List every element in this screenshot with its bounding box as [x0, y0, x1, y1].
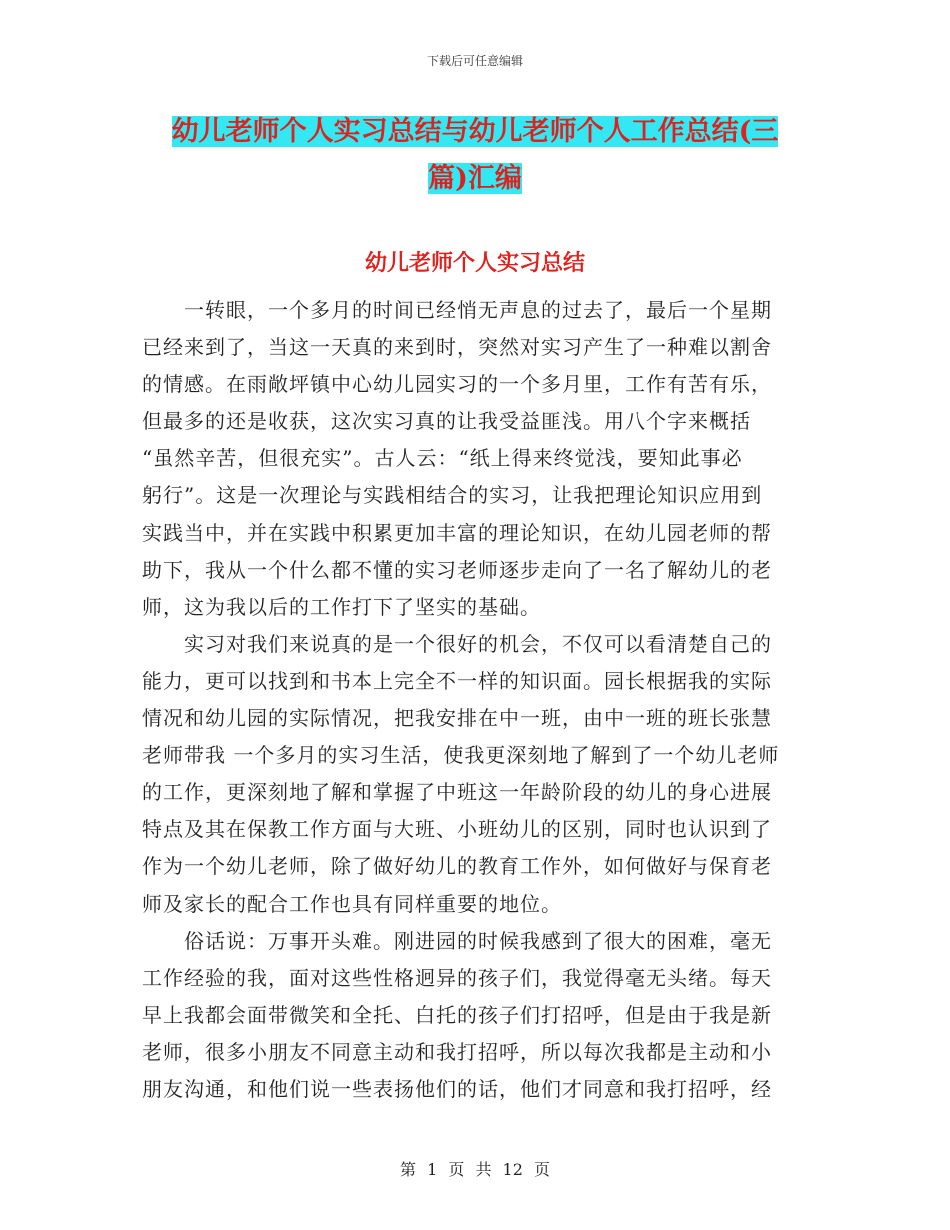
paragraph-line: 老师带我 一个多月的实习生活，使我更深刻地了解到了一个幼儿老师 [142, 743, 780, 768]
paragraph-line: 俗话说：万事开头难。刚进园的时候我感到了很大的困难，毫无 [184, 928, 772, 953]
page-footer: 第 1 页 共 12 页 [400, 1160, 550, 1179]
paragraph-line: 助下，我从一个什么都不懂的实习老师逐步走向了一名了解幼儿的老 [142, 557, 772, 582]
paragraph-line: 作为一个幼儿老师，除了做好幼儿的教育工作外，如何做好与保育老 [142, 854, 772, 879]
paragraph-line: 早上我都会面带微笑和全托、白托的孩子们打招呼，但是由于我是新 [142, 1002, 772, 1027]
paragraph-line: 一转眼，一个多月的时间已经悄无声息的过去了，最后一个星期 [184, 298, 772, 322]
paragraph-line: 特点及其在保教工作方面与大班、小班幼儿的区别，同时也认识到了 [142, 817, 772, 842]
header-note: 下载后可任意编辑 [426, 54, 523, 68]
paragraph-line: 工作经验的我，面对这些性格迥异的孩子们，我觉得毫无头绪。每天 [142, 965, 772, 990]
paragraph-line: 实习对我们来说真的是一个很好的机会，不仅可以看清楚自己的 [184, 631, 772, 656]
paragraph-line: “虽然辛苦，但很充实”。古人云：“纸上得来终觉浅，要知此事必 [142, 446, 743, 471]
section-title: 幼儿老师个人实习总结 [364, 250, 585, 276]
paragraph-line: 师及家长的配合工作也具有同样重要的地位。 [142, 891, 562, 916]
paragraph-line: 老师，很多小朋友不同意主动和我打招呼，所以每次我都是主动和小 [142, 1039, 772, 1064]
paragraph-line: 已经来到了，当这一天真的来到时，突然对实习产生了一种难以割舍 [142, 335, 772, 360]
document-title [140, 108, 810, 202]
paragraph-line: 情况和幼儿园的实际情况，把我安排在中一班，由中一班的班长张慧 [142, 706, 772, 731]
paragraph-line: 躬行”。这是一次理论与实践相结合的实习，让我把理论知识应用到 [142, 483, 763, 508]
paragraph-line: 实践当中，并在实践中积累更加丰富的理论知识，在幼儿园老师的帮 [142, 520, 772, 545]
paragraph-line: 能力，更可以找到和书本上完全不一样的知识面。园长根据我的实际 [142, 668, 772, 693]
paragraph-line: 师，这为我以后的工作打下了坚实的基础。 [142, 594, 541, 619]
document-title-line-1: 幼儿老师个人实习总结与幼儿老师个人工作总结(三 [171, 116, 779, 147]
paragraph-line: 的情感。在雨敞坪镇中心幼儿园实习的一个多月里，工作有苦有乐， [142, 372, 772, 397]
paragraph-line: 朋友沟通，和他们说一些表扬他们的话，他们才同意和我打招呼，经 [142, 1076, 772, 1101]
paragraph-line: 但最多的还是收获，这次实习真的让我受益匪浅。用八个字来概括 [142, 409, 751, 434]
paragraph-line: 的工作，更深刻地了解和掌握了中班这一年龄阶段的幼儿的身心进展 [142, 780, 772, 805]
document-title-line-2: 篇)汇编 [428, 163, 522, 194]
body-text [142, 292, 807, 1108]
